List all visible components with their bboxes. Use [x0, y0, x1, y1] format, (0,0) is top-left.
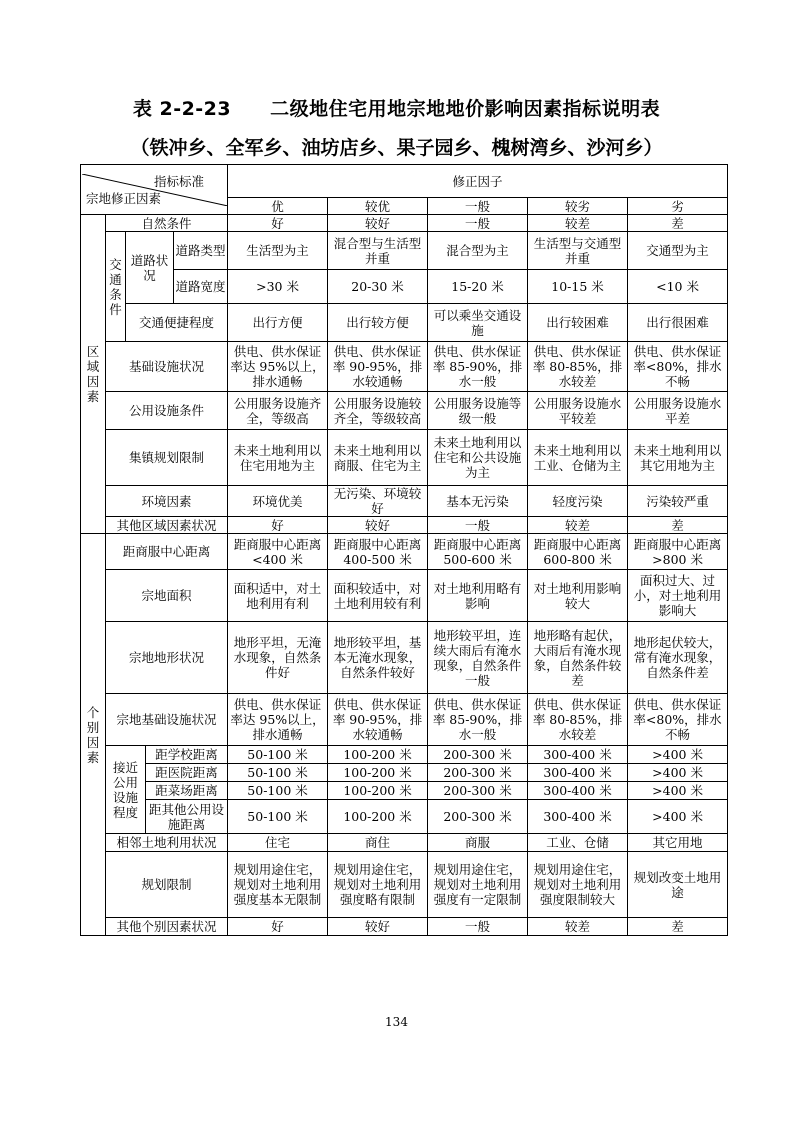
- cell: 基本无污染: [428, 486, 528, 517]
- cell: 好: [228, 215, 328, 232]
- cell: >400 米: [628, 800, 728, 834]
- cell: 300-400 米: [528, 746, 628, 764]
- cell: 公用服务设施齐全，等级高: [228, 392, 328, 430]
- cell: 地形较平坦，基本无淹水现象，自然条件较好: [328, 622, 428, 694]
- row-label: 环境因素: [106, 486, 228, 517]
- cell: 较好: [328, 517, 428, 534]
- cell: 未来土地利用以其它用地为主: [628, 430, 728, 486]
- cell: 200-300 米: [428, 800, 528, 834]
- row-label: 其他个别因素状况: [106, 918, 228, 936]
- cell: 20-30 米: [328, 270, 428, 304]
- row-label: 基础设施状况: [106, 342, 228, 392]
- cell: 面积适中，对土地利用有利: [228, 570, 328, 622]
- cell: 差: [628, 918, 728, 936]
- grade-average: 一般: [428, 198, 528, 215]
- row-label: 道路类型: [174, 232, 228, 270]
- cell: 300-400 米: [528, 782, 628, 800]
- cell: 15-20 米: [428, 270, 528, 304]
- cell: 其它用地: [628, 834, 728, 852]
- row-label: 公用设施条件: [106, 392, 228, 430]
- row-label: 距学校距离: [146, 746, 228, 764]
- cell: 距商服中心距离 400-500 米: [328, 534, 428, 570]
- cell: 100-200 米: [328, 746, 428, 764]
- cell: 供电、供水保证率达 95%以上，排水通畅: [228, 694, 328, 746]
- cell: 生活型为主: [228, 232, 328, 270]
- cell: 差: [628, 517, 728, 534]
- cell: >30 米: [228, 270, 328, 304]
- cell: 200-300 米: [428, 782, 528, 800]
- cell: 出行较方便: [328, 304, 428, 342]
- row-label: 宗地面积: [106, 570, 228, 622]
- cell: 100-200 米: [328, 764, 428, 782]
- cell: 商住: [328, 834, 428, 852]
- row-label: 道路宽度: [174, 270, 228, 304]
- header-correction-factors: 宗地修正因素: [86, 190, 162, 206]
- cell: 供电、供水保证率<80%，排水不畅: [628, 342, 728, 392]
- cell: 混合型与生活型并重: [328, 232, 428, 270]
- cell: 供电、供水保证率<80%，排水不畅: [628, 694, 728, 746]
- cell: 轻度污染: [528, 486, 628, 517]
- row-label: 规划限制: [106, 852, 228, 918]
- cell: 10-15 米: [528, 270, 628, 304]
- cell: 无污染、环境较好: [328, 486, 428, 517]
- row-label: 距其他公用设施距离: [146, 800, 228, 834]
- cell: 50-100 米: [228, 764, 328, 782]
- cell: 距商服中心距离 500-600 米: [428, 534, 528, 570]
- cell: 未来土地利用以工业、仓储为主: [528, 430, 628, 486]
- header-indicator-standard: 指标标准: [154, 173, 205, 189]
- header-diagonal-cell: [81, 165, 228, 215]
- row-label: 距医院距离: [146, 764, 228, 782]
- cell: 好: [228, 517, 328, 534]
- cell: 300-400 米: [528, 800, 628, 834]
- cell: 地形平坦，无淹水现象，自然条件好: [228, 622, 328, 694]
- cell: 供电、供水保证率 85-90%，排水一般: [428, 694, 528, 746]
- row-label: 集镇规划限制: [106, 430, 228, 486]
- cell: 规划用途住宅，规划对土地利用强度有一定限制: [428, 852, 528, 918]
- table-subtitle: （铁冲乡、全军乡、油坊店乡、果子园乡、槐树湾乡、沙河乡）: [130, 137, 663, 159]
- row-label: 宗地基础设施状况: [106, 694, 228, 746]
- cell: 供电、供水保证率 90-95%，排水较通畅: [328, 342, 428, 392]
- cell: 地形略有起伏，大雨后有淹水现象，自然条件较差: [528, 622, 628, 694]
- cell: 对土地利用略有影响: [428, 570, 528, 622]
- cell: 较差: [528, 918, 628, 936]
- cell: 出行方便: [228, 304, 328, 342]
- grade-best: 优: [228, 198, 328, 215]
- cell: >400 米: [628, 746, 728, 764]
- cell: 较好: [328, 918, 428, 936]
- cell: 生活型与交通型并重: [528, 232, 628, 270]
- row-label: 距菜场距离: [146, 782, 228, 800]
- cell: 地形较平坦，连续大雨后有淹水现象，自然条件一般: [428, 622, 528, 694]
- cell: 可以乘坐交通设施: [428, 304, 528, 342]
- row-label-traffic: 交通条件: [106, 232, 126, 342]
- cell: 100-200 米: [328, 800, 428, 834]
- cell: 距商服中心距离>800 米: [628, 534, 728, 570]
- cell: 规划用途住宅，规划对土地利用强度略有限制: [328, 852, 428, 918]
- cell: 规划用途住宅，规划对土地利用强度基本无限制: [228, 852, 328, 918]
- cell: 规划用途住宅，规划对土地利用强度限制较大: [528, 852, 628, 918]
- cell: 供电、供水保证率 85-90%，排水一般: [428, 342, 528, 392]
- cell: 50-100 米: [228, 800, 328, 834]
- row-label: 宗地地形状况: [106, 622, 228, 694]
- grade-worst: 劣: [628, 198, 728, 215]
- cell: 工业、仓储: [528, 834, 628, 852]
- table-title: 表 2-2-23 二级地住宅用地宗地地价影响因素指标说明表: [132, 98, 661, 120]
- cell: 较差: [528, 517, 628, 534]
- cell: 好: [228, 918, 328, 936]
- header-correction: 修正因子: [228, 165, 728, 198]
- group-individual: 个 别 因 素: [81, 534, 106, 936]
- cell: 交通型为主: [628, 232, 728, 270]
- row-label: 其他区域因素状况: [106, 517, 228, 534]
- row-label: 自然条件: [106, 215, 228, 232]
- page-number: 134: [385, 1015, 408, 1029]
- cell: 地形起伏较大，常有淹水现象，自然条件差: [628, 622, 728, 694]
- cell: 公用服务设施水平较差: [528, 392, 628, 430]
- group-regional: 区 域 因 素: [81, 215, 106, 534]
- grade-good: 较优: [328, 198, 428, 215]
- cell: 对土地利用影响较大: [528, 570, 628, 622]
- cell: 未来土地利用以住宅用地为主: [228, 430, 328, 486]
- cell: 供电、供水保证率 80-85%，排水较差: [528, 342, 628, 392]
- cell: 未来土地利用以住宅和公共设施为主: [428, 430, 528, 486]
- cell: 距商服中心距离<400 米: [228, 534, 328, 570]
- cell: 供电、供水保证率 90-95%，排水较通畅: [328, 694, 428, 746]
- cell: >400 米: [628, 764, 728, 782]
- cell: 污染较严重: [628, 486, 728, 517]
- cell: 200-300 米: [428, 746, 528, 764]
- cell: 50-100 米: [228, 746, 328, 764]
- cell: 100-200 米: [328, 782, 428, 800]
- cell: 公用服务设施较齐全，等级较高: [328, 392, 428, 430]
- cell: 规划改变土地用途: [628, 852, 728, 918]
- cell: <10 米: [628, 270, 728, 304]
- cell: 一般: [428, 517, 528, 534]
- cell: 300-400 米: [528, 764, 628, 782]
- cell: 差: [628, 215, 728, 232]
- cell: 200-300 米: [428, 764, 528, 782]
- cell: 较好: [328, 215, 428, 232]
- cell: 较差: [528, 215, 628, 232]
- cell: 未来土地利用以商服、住宅为主: [328, 430, 428, 486]
- cell: 商服: [428, 834, 528, 852]
- grade-poor: 较劣: [528, 198, 628, 215]
- cell: 供电、供水保证率 80-85%，排水较差: [528, 694, 628, 746]
- cell: 供电、供水保证率达 95%以上，排水通畅: [228, 342, 328, 392]
- cell: 一般: [428, 215, 528, 232]
- cell: 面积较适中，对土地利用较有利: [328, 570, 428, 622]
- row-label: 距商服中心距离: [106, 534, 228, 570]
- cell: 公用服务设施水平差: [628, 392, 728, 430]
- cell: 混合型为主: [428, 232, 528, 270]
- cell: 出行较困难: [528, 304, 628, 342]
- cell: 一般: [428, 918, 528, 936]
- cell: 住宅: [228, 834, 328, 852]
- row-label-road: 道路状况: [126, 232, 174, 304]
- row-label-proximity: 接近公用设施程度: [106, 746, 146, 834]
- cell: 面积过大、过小，对土地利用影响大: [628, 570, 728, 622]
- row-label: 相邻土地利用状况: [106, 834, 228, 852]
- cell: 50-100 米: [228, 782, 328, 800]
- cell: 出行很困难: [628, 304, 728, 342]
- row-label: 交通便捷程度: [126, 304, 228, 342]
- cell: >400 米: [628, 782, 728, 800]
- cell: 距商服中心距离 600-800 米: [528, 534, 628, 570]
- cell: 公用服务设施等级一般: [428, 392, 528, 430]
- cell: 环境优美: [228, 486, 328, 517]
- factor-table: [80, 164, 728, 936]
